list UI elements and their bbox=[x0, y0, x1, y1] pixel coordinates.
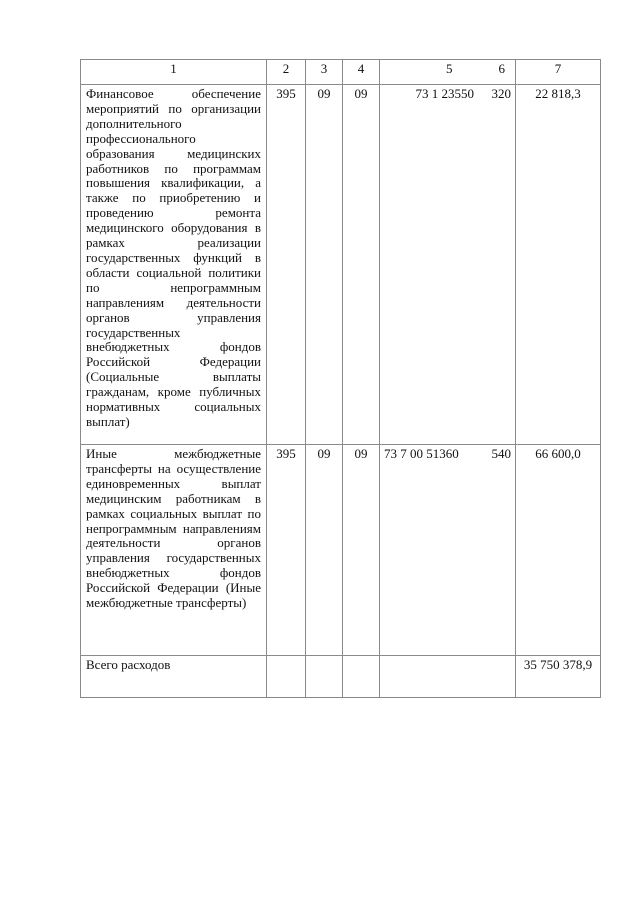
row-rz: 09 bbox=[306, 85, 343, 445]
column-header-name: 1 bbox=[81, 60, 267, 85]
table-row bbox=[81, 85, 601, 445]
row-expense-name: Иные межбюджетные трансферты на осуществление единовременных выплат медицинским работникам в рамках социальных выплат по непрограммным направлениям деятельности органов управления государственных внебюджетных фондов Российской Федерации (Иные межбюджетные трансферты) bbox=[81, 445, 267, 656]
table-total-row bbox=[81, 656, 601, 698]
column-header-glv: 2 bbox=[267, 60, 306, 85]
row-sum: 66 600,0 bbox=[516, 445, 601, 656]
column-header-rz: 3 bbox=[306, 60, 343, 85]
row-vr: 320 bbox=[491, 86, 511, 101]
column-header-pr: 4 bbox=[343, 60, 380, 85]
row-vr: 540 bbox=[491, 446, 511, 461]
row-glv: 395 bbox=[267, 85, 306, 445]
total-empty-cell bbox=[380, 656, 516, 698]
total-empty-cell bbox=[306, 656, 343, 698]
table-header-row bbox=[81, 60, 601, 85]
column-header-vr: 6 bbox=[498, 61, 505, 76]
row-glv: 395 bbox=[267, 445, 306, 656]
total-label: Всего расходов bbox=[81, 656, 267, 698]
row-rz: 09 bbox=[306, 445, 343, 656]
table-row bbox=[81, 445, 601, 656]
row-expense-name: Финансовое обеспечение мероприятий по организации дополнительного профессионального образования медицинских работников по программам повышения квалификации, а также по приобретению и проведению ремонта медицинского оборудования в рамках реализации государственных функций в области социальной политики по непрограммным направлениям деятельности органов управления государственных внебюджетных фондов Российской Федерации (Социальные выплаты гражданам, кроме публичных нормативных социальных выплат) bbox=[81, 85, 267, 445]
total-empty-cell bbox=[343, 656, 380, 698]
column-header-kcsr: 5 bbox=[446, 61, 453, 76]
budget-expenses-table bbox=[80, 59, 601, 698]
row-kcsr-vr bbox=[380, 85, 516, 445]
row-pr: 09 bbox=[343, 85, 380, 445]
column-header-kcsr-vr bbox=[380, 60, 516, 85]
total-sum: 35 750 378,9 bbox=[516, 656, 601, 698]
total-empty-cell bbox=[267, 656, 306, 698]
column-header-sum: 7 bbox=[516, 60, 601, 85]
row-kcsr: 73 1 23550 bbox=[415, 86, 474, 101]
row-kcsr: 73 7 00 51360 bbox=[384, 446, 459, 461]
row-kcsr-vr bbox=[380, 445, 516, 656]
row-sum: 22 818,3 bbox=[516, 85, 601, 445]
row-pr: 09 bbox=[343, 445, 380, 656]
